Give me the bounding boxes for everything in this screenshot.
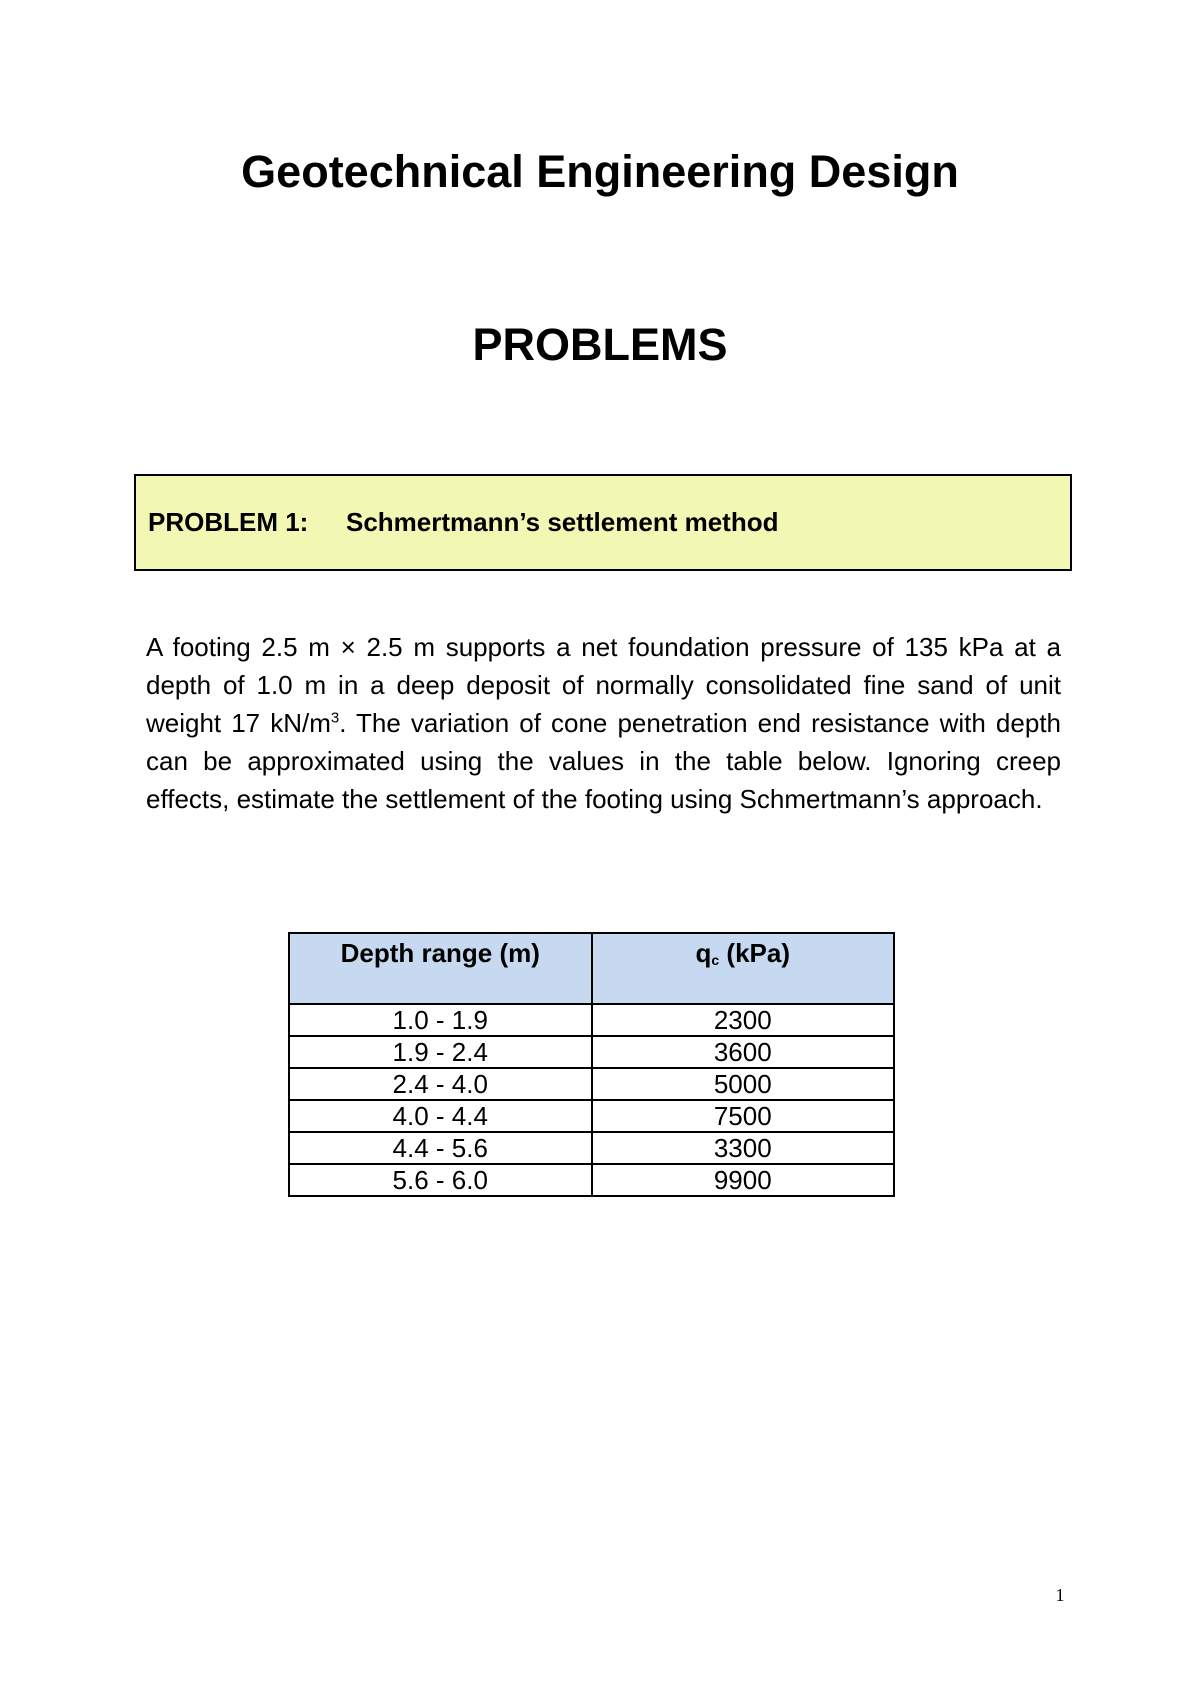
qc-header-unit: (kPa)	[719, 938, 790, 968]
depth-cell: 2.4 - 4.0	[289, 1068, 592, 1100]
depth-cell: 4.0 - 4.4	[289, 1100, 592, 1132]
page-number: 1	[1055, 1585, 1065, 1605]
depth-cell: 1.0 - 1.9	[289, 1004, 592, 1036]
qc-cell: 7500	[592, 1100, 895, 1132]
section-heading: PROBLEMS	[472, 319, 728, 370]
qc-header-subscript: c	[711, 952, 720, 968]
depth-range-header: Depth range (m)	[289, 933, 592, 1004]
problem-heading: Schmertmann’s settlement method	[346, 507, 779, 537]
table-row	[289, 1132, 894, 1164]
qc-cell: 3600	[592, 1036, 895, 1068]
depth-cell: 1.9 - 2.4	[289, 1036, 592, 1068]
problem-header-box	[134, 474, 1072, 571]
table-row	[289, 1164, 894, 1196]
problem-statement	[146, 628, 1061, 818]
unit-superscript: 3	[330, 709, 340, 727]
qc-cell: 9900	[592, 1164, 895, 1196]
qc-cell: 5000	[592, 1068, 895, 1100]
depth-cell: 5.6 - 6.0	[289, 1164, 592, 1196]
table-header-row	[289, 933, 894, 1004]
depth-cell: 4.4 - 5.6	[289, 1132, 592, 1164]
table-row	[289, 1004, 894, 1036]
qc-cell: 2300	[592, 1004, 895, 1036]
qc-header	[592, 933, 895, 1004]
table-row	[289, 1036, 894, 1068]
cone-resistance-table	[288, 932, 895, 1197]
qc-cell: 3300	[592, 1132, 895, 1164]
document-title: Geotechnical Engineering Design	[241, 146, 959, 197]
problem-statement-part1: A footing 2.5 m × 2.5 m supports a net foundation pressure of 135 kPa at a depth of 1.0 m in a deep deposit of normally consolidated fine sand of unit weight 17 kN/m	[146, 632, 1061, 738]
problem-statement-part2: . The variation of cone penetration end resistance with depth can be approximated using the values in the table below. Ignoring creep effects, estimate the settlement of the footing using Schmertmann’s approach.	[146, 708, 1061, 814]
qc-header-symbol: q	[695, 938, 712, 968]
table-row	[289, 1100, 894, 1132]
problem-number: PROBLEM 1:	[148, 507, 309, 537]
table-row	[289, 1068, 894, 1100]
